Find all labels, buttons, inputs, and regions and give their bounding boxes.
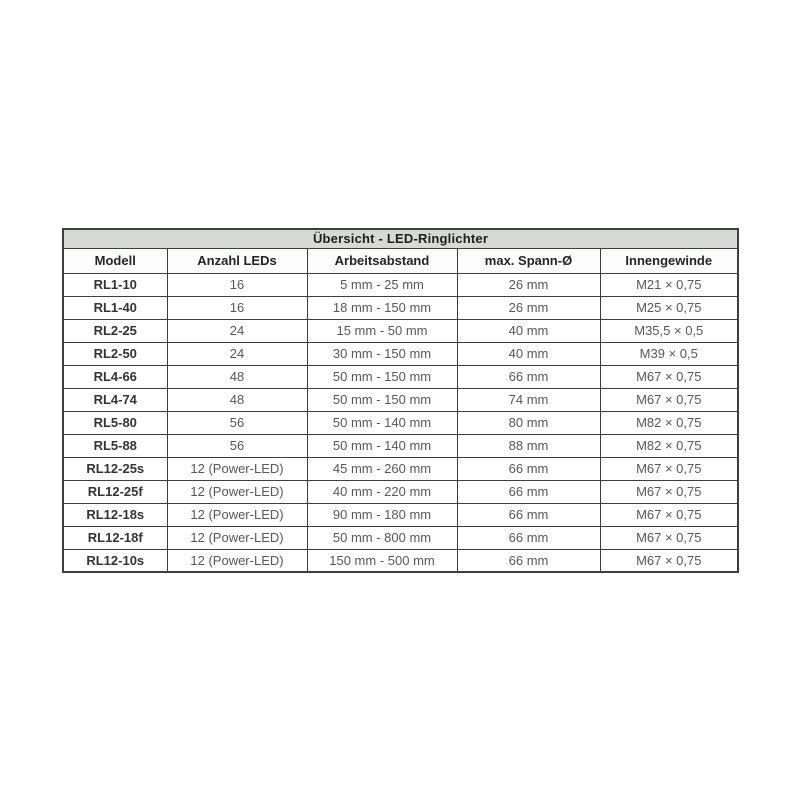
value-cell: 40 mm bbox=[457, 319, 600, 342]
value-cell: 66 mm bbox=[457, 457, 600, 480]
value-cell: 12 (Power-LED) bbox=[167, 526, 307, 549]
value-cell: 12 (Power-LED) bbox=[167, 503, 307, 526]
value-cell: 26 mm bbox=[457, 273, 600, 296]
model-cell: RL12-10s bbox=[63, 549, 167, 572]
value-cell: M82 × 0,75 bbox=[600, 434, 738, 457]
led-ringlight-spec-table bbox=[62, 228, 739, 573]
table-row bbox=[63, 342, 738, 365]
value-cell: 50 mm - 150 mm bbox=[307, 388, 457, 411]
value-cell: 18 mm - 150 mm bbox=[307, 296, 457, 319]
model-cell: RL2-50 bbox=[63, 342, 167, 365]
value-cell: 66 mm bbox=[457, 549, 600, 572]
value-cell: 50 mm - 150 mm bbox=[307, 365, 457, 388]
model-cell: RL1-10 bbox=[63, 273, 167, 296]
value-cell: M25 × 0,75 bbox=[600, 296, 738, 319]
value-cell: M67 × 0,75 bbox=[600, 388, 738, 411]
value-cell: 50 mm - 800 mm bbox=[307, 526, 457, 549]
value-cell: 50 mm - 140 mm bbox=[307, 411, 457, 434]
column-header-2: Anzahl LEDs bbox=[167, 248, 307, 273]
value-cell: 12 (Power-LED) bbox=[167, 457, 307, 480]
table-body bbox=[63, 273, 738, 572]
value-cell: 80 mm bbox=[457, 411, 600, 434]
column-header-5: Innengewinde bbox=[600, 248, 738, 273]
value-cell: M67 × 0,75 bbox=[600, 480, 738, 503]
value-cell: M82 × 0,75 bbox=[600, 411, 738, 434]
value-cell: M67 × 0,75 bbox=[600, 457, 738, 480]
model-cell: RL12-25s bbox=[63, 457, 167, 480]
table-row bbox=[63, 411, 738, 434]
value-cell: 66 mm bbox=[457, 480, 600, 503]
value-cell: M39 × 0,5 bbox=[600, 342, 738, 365]
model-cell: RL4-74 bbox=[63, 388, 167, 411]
table-row bbox=[63, 388, 738, 411]
value-cell: 16 bbox=[167, 273, 307, 296]
model-cell: RL5-88 bbox=[63, 434, 167, 457]
value-cell: 50 mm - 140 mm bbox=[307, 434, 457, 457]
value-cell: 56 bbox=[167, 434, 307, 457]
value-cell: M67 × 0,75 bbox=[600, 365, 738, 388]
table-row bbox=[63, 526, 738, 549]
value-cell: 74 mm bbox=[457, 388, 600, 411]
model-cell: RL5-80 bbox=[63, 411, 167, 434]
value-cell: M67 × 0,75 bbox=[600, 503, 738, 526]
value-cell: 24 bbox=[167, 342, 307, 365]
value-cell: 88 mm bbox=[457, 434, 600, 457]
value-cell: 45 mm - 260 mm bbox=[307, 457, 457, 480]
table-row bbox=[63, 549, 738, 572]
model-cell: RL12-18s bbox=[63, 503, 167, 526]
value-cell: 90 mm - 180 mm bbox=[307, 503, 457, 526]
header-row bbox=[63, 248, 738, 273]
value-cell: 56 bbox=[167, 411, 307, 434]
model-cell: RL2-25 bbox=[63, 319, 167, 342]
value-cell: M21 × 0,75 bbox=[600, 273, 738, 296]
value-cell: 66 mm bbox=[457, 503, 600, 526]
value-cell: M67 × 0,75 bbox=[600, 526, 738, 549]
table-title: Übersicht - LED-Ringlichter bbox=[63, 229, 738, 248]
model-cell: RL4-66 bbox=[63, 365, 167, 388]
table-row bbox=[63, 296, 738, 319]
value-cell: 5 mm - 25 mm bbox=[307, 273, 457, 296]
value-cell: 24 bbox=[167, 319, 307, 342]
value-cell: 15 mm - 50 mm bbox=[307, 319, 457, 342]
table-row bbox=[63, 273, 738, 296]
table-row bbox=[63, 319, 738, 342]
value-cell: 150 mm - 500 mm bbox=[307, 549, 457, 572]
value-cell: 12 (Power-LED) bbox=[167, 549, 307, 572]
value-cell: 48 bbox=[167, 388, 307, 411]
value-cell: 66 mm bbox=[457, 526, 600, 549]
model-cell: RL12-25f bbox=[63, 480, 167, 503]
column-header-3: Arbeitsabstand bbox=[307, 248, 457, 273]
column-header-4: max. Spann-Ø bbox=[457, 248, 600, 273]
value-cell: 26 mm bbox=[457, 296, 600, 319]
table-row bbox=[63, 365, 738, 388]
value-cell: 12 (Power-LED) bbox=[167, 480, 307, 503]
value-cell: 40 mm bbox=[457, 342, 600, 365]
title-row bbox=[63, 229, 738, 248]
value-cell: 16 bbox=[167, 296, 307, 319]
model-cell: RL12-18f bbox=[63, 526, 167, 549]
table-row bbox=[63, 434, 738, 457]
column-header-1: Modell bbox=[63, 248, 167, 273]
value-cell: 30 mm - 150 mm bbox=[307, 342, 457, 365]
model-cell: RL1-40 bbox=[63, 296, 167, 319]
value-cell: M35,5 × 0,5 bbox=[600, 319, 738, 342]
value-cell: 66 mm bbox=[457, 365, 600, 388]
table-row bbox=[63, 480, 738, 503]
table-row bbox=[63, 503, 738, 526]
table-row bbox=[63, 457, 738, 480]
value-cell: M67 × 0,75 bbox=[600, 549, 738, 572]
value-cell: 40 mm - 220 mm bbox=[307, 480, 457, 503]
value-cell: 48 bbox=[167, 365, 307, 388]
